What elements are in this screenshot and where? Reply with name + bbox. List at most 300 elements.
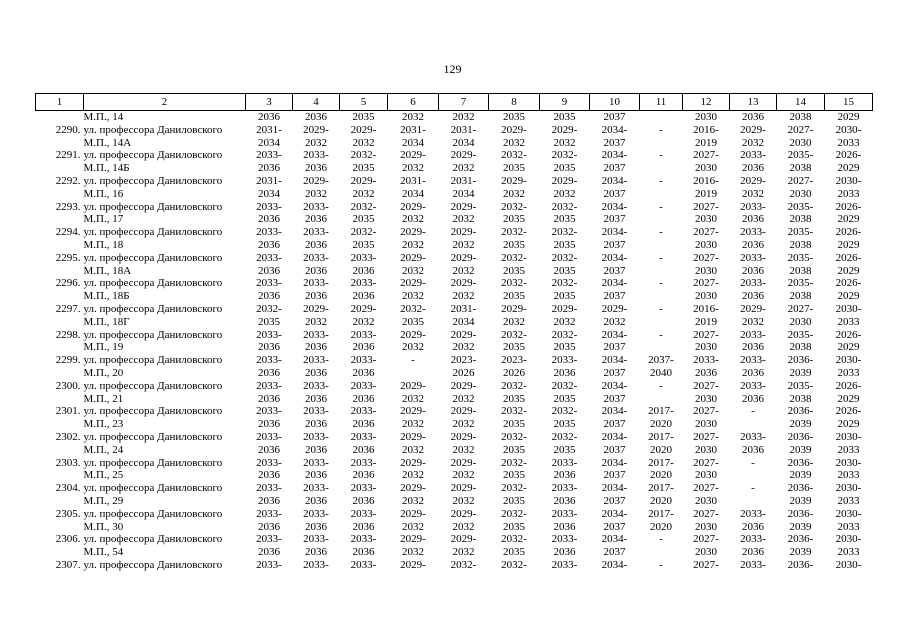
year-cell: 2036 <box>742 341 764 354</box>
year-cell: 2034- <box>601 482 628 495</box>
year-cell: 2036 <box>305 418 327 431</box>
year-cell: 2038 <box>789 392 812 405</box>
table-row <box>36 341 873 354</box>
row-number-cell: 2295. <box>55 251 81 264</box>
year-cell: 2036 <box>553 494 576 507</box>
year-cell: 2033- <box>350 482 377 495</box>
year-cell: 2036- <box>787 507 814 520</box>
year-cell: 2032- <box>350 226 377 239</box>
year-cell <box>388 367 439 380</box>
year-cell: 2020 <box>650 418 672 431</box>
year-cell: 2017- <box>648 456 674 469</box>
year-cell: 2033- <box>740 149 766 162</box>
year-cell: - <box>659 226 663 239</box>
address-cell: М.П., 29 <box>83 494 124 507</box>
column-header-12: 12 <box>683 94 730 111</box>
year-cell: 2036 <box>305 366 327 379</box>
year-cell: 2026- <box>835 405 862 418</box>
year-cell: 2035- <box>787 149 814 162</box>
year-cell: 2029- <box>400 507 426 520</box>
year-cell: 2036 <box>305 520 327 533</box>
address-cell: ул. профессора Даниловского <box>83 405 223 418</box>
address-cell: М.П., 30 <box>83 520 124 533</box>
year-cell: 2029 <box>837 290 860 303</box>
year-cell: 2030 <box>695 546 717 559</box>
year-cell: 2036 <box>352 546 375 559</box>
address-cell: ул. профессора Даниловского <box>83 507 223 520</box>
year-cell: 2036 <box>742 443 764 456</box>
year-cell: 2035 <box>402 315 424 328</box>
year-cell: 2033 <box>837 494 860 507</box>
year-cell: 2029- <box>450 533 477 546</box>
year-cell: 2034- <box>601 277 628 290</box>
address-cell: М.П., 17 <box>83 213 124 226</box>
year-cell: 2035 <box>503 443 525 456</box>
address-cell: ул. профессора Даниловского <box>83 226 223 239</box>
year-cell: 2033- <box>350 251 377 264</box>
year-cell: 2036 <box>305 546 327 559</box>
table-row <box>36 444 873 457</box>
year-cell: 2033- <box>740 533 766 546</box>
year-cell: 2032- <box>551 405 578 418</box>
year-cell: 2033- <box>303 226 329 239</box>
year-cell: 2029- <box>740 302 766 315</box>
year-cell: 2032- <box>400 302 426 315</box>
year-cell: 2035 <box>503 162 525 175</box>
year-cell: 2036 <box>258 264 280 277</box>
year-cell <box>730 469 777 482</box>
year-cell: 2030 <box>695 111 717 123</box>
year-cell: 2037 <box>603 136 626 149</box>
table-row <box>36 111 873 124</box>
year-cell: 2029 <box>837 264 860 277</box>
year-cell: 2027- <box>693 149 719 162</box>
year-cell: 2032 <box>452 162 475 175</box>
year-cell: 2036 <box>352 341 375 354</box>
address-cell: М.П., 54 <box>83 546 124 559</box>
table-row <box>36 405 873 418</box>
year-cell: 2029- <box>350 123 377 136</box>
year-cell: 2030- <box>835 430 862 443</box>
year-cell: 2036 <box>742 546 764 559</box>
column-header-5: 5 <box>340 94 388 111</box>
year-cell: 2030 <box>695 162 717 175</box>
year-cell: 2033- <box>350 405 377 418</box>
year-cell: 2032 <box>402 238 424 251</box>
year-cell: - <box>659 379 663 392</box>
year-cell: 2030 <box>695 341 717 354</box>
year-cell: 2035- <box>787 200 814 213</box>
year-cell: 2029 <box>837 162 860 175</box>
year-cell: 2020 <box>650 494 672 507</box>
row-number-cell <box>36 469 84 482</box>
year-cell: 2036 <box>258 341 280 354</box>
year-cell: 2032- <box>501 558 527 571</box>
year-cell: 2031- <box>400 174 426 187</box>
year-cell: 2035 <box>503 469 525 482</box>
year-cell: 2029- <box>501 174 527 187</box>
address-cell: ул. профессора Даниловского <box>83 302 223 315</box>
year-cell: 2037 <box>603 469 626 482</box>
year-cell: - <box>659 558 663 571</box>
table-row <box>36 546 873 559</box>
year-cell: 2039 <box>789 443 812 456</box>
year-cell: 2034 <box>452 136 475 149</box>
row-number-cell: 2298. <box>55 328 81 341</box>
year-cell: 2030- <box>835 123 862 136</box>
year-cell: 2033- <box>693 354 719 367</box>
year-cell: 2036 <box>258 469 280 482</box>
year-cell: 2033- <box>740 277 766 290</box>
year-cell: 2034- <box>601 251 628 264</box>
year-cell: 2033- <box>740 251 766 264</box>
year-cell: 2032 <box>452 443 475 456</box>
year-cell: 2036- <box>787 482 814 495</box>
year-cell: 2033- <box>303 328 329 341</box>
year-cell: 2029 <box>837 341 860 354</box>
year-cell: 2034- <box>601 456 628 469</box>
address-cell: ул. профессора Даниловского <box>83 149 223 162</box>
year-cell <box>640 188 683 201</box>
column-header-9: 9 <box>540 94 590 111</box>
year-cell: 2036 <box>352 290 375 303</box>
year-cell: 2029- <box>551 174 578 187</box>
address-cell: ул. профессора Даниловского <box>83 482 223 495</box>
year-cell: 2032 <box>352 136 375 149</box>
table-row <box>36 137 873 150</box>
year-cell: 2029- <box>450 379 477 392</box>
year-cell: 2033- <box>350 533 377 546</box>
year-cell: 2032 <box>352 187 375 200</box>
year-cell: 2033- <box>303 251 329 264</box>
year-cell: 2029- <box>501 123 527 136</box>
table-row <box>36 495 873 508</box>
year-cell: 2036 <box>305 238 327 251</box>
table-row <box>36 201 873 214</box>
year-cell: 2035 <box>503 111 525 123</box>
year-cell: 2032- <box>501 482 527 495</box>
year-cell: 2033- <box>303 482 329 495</box>
row-number-cell: 2300. <box>55 379 81 392</box>
year-cell: 2039 <box>789 418 812 431</box>
year-cell: 2032 <box>402 443 424 456</box>
column-header-6: 6 <box>388 94 439 111</box>
address-cell: ул. профессора Даниловского <box>83 123 223 136</box>
year-cell: 2029- <box>601 302 628 315</box>
table-row <box>36 124 873 137</box>
year-cell: - <box>659 149 663 162</box>
year-cell: 2032 <box>452 392 475 405</box>
year-cell: 2037 <box>603 213 626 226</box>
year-cell: 2033- <box>740 507 766 520</box>
year-cell: 2033- <box>256 200 282 213</box>
address-cell: М.П., 18Г <box>83 315 130 328</box>
table-row <box>36 508 873 521</box>
year-cell: 2032 <box>452 494 475 507</box>
year-cell: 2036 <box>742 264 764 277</box>
year-cell: 2029- <box>450 200 477 213</box>
year-cell: 2032- <box>501 251 527 264</box>
year-cell: 2033- <box>740 200 766 213</box>
year-cell: 2036 <box>305 111 327 123</box>
year-cell: 2029- <box>400 456 426 469</box>
year-cell: 2026- <box>835 251 862 264</box>
row-number-cell <box>36 546 84 559</box>
year-cell: 2032 <box>402 418 424 431</box>
year-cell: 2036 <box>553 469 576 482</box>
year-cell: 2032- <box>551 200 578 213</box>
year-cell: 2033- <box>350 328 377 341</box>
year-cell: 2037 <box>603 162 626 175</box>
address-cell: ул. профессора Даниловского <box>83 328 223 341</box>
year-cell: 2037 <box>603 111 626 123</box>
year-cell: 2027- <box>693 226 719 239</box>
table-row <box>36 290 873 303</box>
row-number-cell: 2306. <box>55 533 81 546</box>
year-cell: 2036 <box>352 418 375 431</box>
table-row <box>36 367 873 380</box>
year-cell: 2034- <box>601 123 628 136</box>
year-cell: 2032- <box>350 149 377 162</box>
year-cell <box>640 341 683 354</box>
year-cell: 2033- <box>740 354 766 367</box>
year-cell: 2019 <box>695 187 717 200</box>
address-cell: ул. профессора Даниловского <box>83 251 223 264</box>
year-cell: 2029- <box>303 302 329 315</box>
year-cell: 2032- <box>501 149 527 162</box>
year-cell: 2037 <box>603 520 626 533</box>
year-cell: 2030 <box>789 187 812 200</box>
column-header-11: 11 <box>640 94 683 111</box>
year-cell: 2036 <box>742 162 764 175</box>
year-cell: 2033- <box>303 405 329 418</box>
year-cell: 2036 <box>258 213 280 226</box>
year-cell: 2032 <box>553 187 576 200</box>
year-cell: 2037 <box>603 494 626 507</box>
column-header-1: 1 <box>36 94 84 111</box>
address-cell: М.П., 21 <box>83 392 124 405</box>
year-cell: 2029- <box>400 533 426 546</box>
year-cell: 2032 <box>742 315 764 328</box>
year-cell: - <box>659 251 663 264</box>
year-cell: - <box>659 277 663 290</box>
year-cell: - <box>659 533 663 546</box>
table-row <box>36 252 873 265</box>
year-cell: 2038 <box>789 238 812 251</box>
year-cell: 2033- <box>303 507 329 520</box>
year-cell: 2029 <box>837 213 860 226</box>
year-cell: 2032 <box>553 315 576 328</box>
year-cell: 2035 <box>553 418 576 431</box>
year-cell: 2029- <box>400 226 426 239</box>
year-cell: 2033- <box>256 149 282 162</box>
year-cell: 2035 <box>553 341 576 354</box>
table-row <box>36 533 873 546</box>
year-cell: 2032 <box>553 136 576 149</box>
year-cell: - <box>411 354 415 367</box>
year-cell: 2029- <box>400 405 426 418</box>
year-cell: 2035- <box>787 379 814 392</box>
year-cell: 2019 <box>695 136 717 149</box>
year-cell: 2039 <box>789 469 812 482</box>
year-cell: 2029- <box>450 226 477 239</box>
year-cell: 2032 <box>503 136 525 149</box>
year-cell <box>640 137 683 150</box>
row-number-cell: 2293. <box>55 200 81 213</box>
year-cell: 2034- <box>601 533 628 546</box>
year-cell: - <box>659 302 663 315</box>
year-cell: 2033 <box>837 469 860 482</box>
year-cell: 2035 <box>553 443 576 456</box>
table-row <box>36 329 873 342</box>
year-cell: 2032 <box>452 290 475 303</box>
year-cell <box>730 418 777 431</box>
column-header-15: 15 <box>825 94 873 111</box>
year-cell: 2033- <box>551 558 578 571</box>
address-cell: М.П., 24 <box>83 443 124 456</box>
year-cell: 2033- <box>256 558 282 571</box>
row-number-cell <box>36 188 84 201</box>
year-cell: 2034- <box>601 149 628 162</box>
year-cell: 2032- <box>551 149 578 162</box>
year-cell <box>640 265 683 278</box>
year-cell: 2033- <box>350 558 377 571</box>
year-cell: 2035 <box>258 315 280 328</box>
year-cell: 2030 <box>789 136 812 149</box>
row-number-cell <box>36 111 84 124</box>
year-cell: 2036 <box>742 213 764 226</box>
year-cell: 2036- <box>787 354 814 367</box>
row-number-cell: 2301. <box>55 405 81 418</box>
year-cell: 2033 <box>837 366 860 379</box>
year-cell: 2032 <box>503 187 525 200</box>
row-number-cell: 2304. <box>55 482 81 495</box>
year-cell: 2036- <box>787 405 814 418</box>
row-number-cell <box>36 341 84 354</box>
year-cell: 2030- <box>835 507 862 520</box>
year-cell: 2029- <box>303 123 329 136</box>
year-cell: - <box>659 174 663 187</box>
column-header-2: 2 <box>84 94 246 111</box>
year-cell: 2035 <box>352 238 375 251</box>
year-cell: 2030- <box>835 533 862 546</box>
year-cell: 2038 <box>789 264 812 277</box>
row-number-cell <box>36 290 84 303</box>
year-cell: 2032- <box>501 456 527 469</box>
year-cell: 2035 <box>503 418 525 431</box>
table-row <box>36 265 873 278</box>
address-cell: М.П., 20 <box>83 366 124 379</box>
year-cell: 2030 <box>789 315 812 328</box>
year-cell: 2027- <box>693 200 719 213</box>
year-cell: 2029- <box>450 430 477 443</box>
year-cell: 2016- <box>693 302 719 315</box>
year-cell: 2026 <box>452 366 475 379</box>
year-cell <box>640 162 683 175</box>
year-cell: 2029- <box>740 123 766 136</box>
year-cell: 2032 <box>742 136 764 149</box>
row-number-cell <box>36 239 84 252</box>
year-cell: 2039 <box>789 546 812 559</box>
year-cell: 2039 <box>789 366 812 379</box>
year-cell: 2031- <box>256 174 282 187</box>
year-cell: 2035- <box>787 328 814 341</box>
row-number-cell: 2303. <box>55 456 81 469</box>
row-number-cell <box>36 265 84 278</box>
year-cell: 2037 <box>603 418 626 431</box>
year-cell: 2035 <box>503 392 525 405</box>
year-cell: 2027- <box>693 405 719 418</box>
year-cell: 2036 <box>258 494 280 507</box>
year-cell: 2033- <box>350 379 377 392</box>
year-cell: 2033- <box>350 430 377 443</box>
year-cell: 2034- <box>601 174 628 187</box>
year-cell: 2033- <box>740 379 766 392</box>
year-cell: 2035 <box>503 238 525 251</box>
year-cell: 2032- <box>551 328 578 341</box>
table-row <box>36 149 873 162</box>
table-row <box>36 482 873 495</box>
year-cell: 2017- <box>648 430 674 443</box>
year-cell: 2029- <box>400 200 426 213</box>
year-cell: 2034- <box>601 558 628 571</box>
year-cell: 2036 <box>352 366 375 379</box>
year-cell: 2033- <box>256 405 282 418</box>
address-cell: М.П., 18 <box>83 238 124 251</box>
year-cell: 2034 <box>402 187 424 200</box>
year-cell: 2035- <box>787 251 814 264</box>
year-cell: 2033- <box>256 533 282 546</box>
year-cell: - <box>659 200 663 213</box>
year-cell: 2035 <box>503 341 525 354</box>
year-cell: 2032- <box>501 405 527 418</box>
address-cell: ул. профессора Даниловского <box>83 200 223 213</box>
year-cell: 2037- <box>648 354 674 367</box>
year-cell: 2026- <box>835 226 862 239</box>
address-cell: ул. профессора Даниловского <box>83 277 223 290</box>
year-cell: 2032 <box>402 392 424 405</box>
year-cell: 2032 <box>402 469 424 482</box>
address-cell: ул. профессора Даниловского <box>83 354 223 367</box>
year-cell: 2032 <box>452 264 475 277</box>
year-cell: 2036 <box>742 290 764 303</box>
row-number-cell: 2297. <box>55 302 81 315</box>
year-cell: 2029 <box>837 392 860 405</box>
year-cell: 2029- <box>450 149 477 162</box>
column-header-10: 10 <box>590 94 640 111</box>
year-cell: 2033 <box>837 443 860 456</box>
year-cell: 2032 <box>305 315 327 328</box>
schedule-table <box>35 93 873 572</box>
year-cell: 2036 <box>258 290 280 303</box>
year-cell: 2033- <box>740 430 766 443</box>
year-cell: 2029 <box>837 418 860 431</box>
year-cell: 2035 <box>503 494 525 507</box>
year-cell: 2031- <box>400 123 426 136</box>
year-cell: 2035 <box>553 111 576 123</box>
year-cell: 2027- <box>787 123 814 136</box>
year-cell: 2037 <box>603 264 626 277</box>
row-number-cell: 2305. <box>55 507 81 520</box>
year-cell: 2036 <box>742 366 764 379</box>
row-number-cell <box>36 162 84 175</box>
year-cell: 2030- <box>835 482 862 495</box>
year-cell: 2036 <box>352 443 375 456</box>
year-cell: 2033- <box>256 251 282 264</box>
year-cell: 2032 <box>452 341 475 354</box>
year-cell: 2026 <box>503 366 525 379</box>
year-cell: 2032- <box>501 430 527 443</box>
